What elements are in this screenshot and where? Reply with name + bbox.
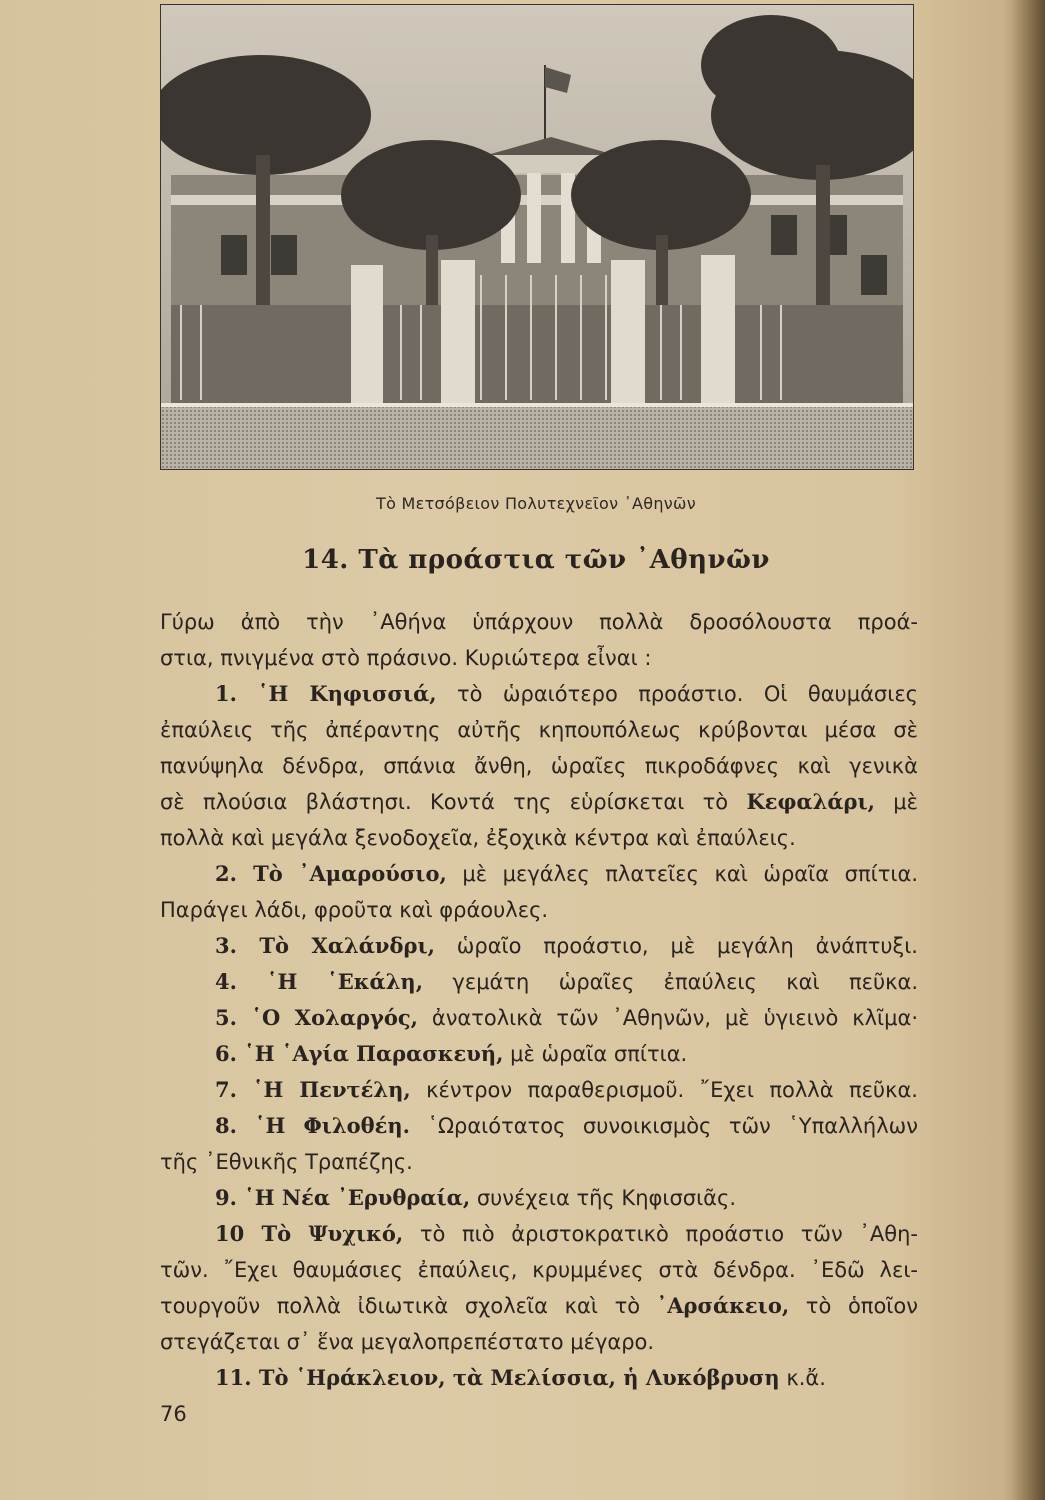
place-name: 2. Τὸ ᾿Αμαρούσιο, bbox=[215, 861, 447, 886]
text-line: ἐπαύλεις τῆς ἀπέραντης αὐτῆς κηπουπόλεως κρύβονται μέσα σὲ bbox=[160, 718, 918, 742]
item-text: κ.ἄ. bbox=[779, 1366, 826, 1390]
item-text: γεμάτη ὡραῖες ἐπαύλεις καὶ πεῦκα. bbox=[423, 970, 918, 994]
item-text: ῾Ωραιότατος συνοικισμὸς τῶν ῾Υπαλλήλων bbox=[410, 1114, 918, 1138]
place-name: 5. ῾Ο Χολαργός, bbox=[215, 1005, 418, 1030]
text-line: Παράγει λάδι, φροῦτα καὶ φράουλες. bbox=[160, 898, 549, 922]
text-line: τῶν. ῎Εχει θαυμάσιες ἐπαύλεις, κρυμμένες στὰ δένδρα. ᾿Εδῶ λει- bbox=[160, 1258, 918, 1282]
item-text: μὲ bbox=[874, 790, 919, 814]
item-text: μὲ ὡραῖα σπίτια. bbox=[503, 1042, 688, 1066]
page-number: 76 bbox=[160, 1402, 187, 1426]
list-item-marousi bbox=[215, 856, 918, 892]
book-spine bbox=[1011, 0, 1045, 1500]
place-name: 7. ῾Η Πεντέλη, bbox=[215, 1077, 411, 1102]
list-item-kifisia bbox=[215, 676, 918, 712]
place-name: 4. ῾Η ῾Εκάλη, bbox=[215, 969, 424, 994]
section-heading: 14. Τὰ προάστια τῶν ᾿Αθηνῶν bbox=[302, 545, 770, 575]
item-text: τὸ πιὸ ἀριστοκρατικὸ προάστιο τῶν ᾿Αθη- bbox=[403, 1222, 919, 1246]
item-text: ἀνατολικὰ τῶν ᾿Αθηνῶν, μὲ ὑγιεινὸ κλῖμα· bbox=[417, 1006, 918, 1030]
place-name: 6. ῾Η ῾Αγία Παρασκευή, bbox=[215, 1041, 504, 1066]
text-line: Γύρω ἀπὸ τὴν ᾿Αθήνα ὑπάρχουν πολλὰ δροσόλουστα προά- bbox=[160, 610, 918, 634]
item-text: συνέχεια τῆς Κηφισσιᾶς. bbox=[470, 1186, 737, 1210]
place-name: 1. ῾Η Κηφισσιά, bbox=[215, 681, 437, 706]
item-text: κέντρον παραθερισμοῦ. ῎Εχει πολλὰ πεῦκα. bbox=[410, 1078, 918, 1102]
place-name: 8. ῾Η Φιλοθέη. bbox=[215, 1113, 410, 1138]
item-text: μὲ μεγάλες πλατεῖες καὶ ὡραῖα σπίτια. bbox=[446, 862, 918, 886]
place-name: Κεφαλάρι, bbox=[746, 789, 875, 814]
place-name: 3. Τὸ Χαλάνδρι, bbox=[215, 933, 435, 958]
list-item-ekali bbox=[215, 964, 918, 1000]
item-text: τὸ ὁποῖον bbox=[789, 1294, 918, 1318]
text-line: στεγάζεται σ᾿ ἕνα μεγαλοπρεπέστατο μέγαρο. bbox=[160, 1330, 655, 1354]
place-name: 11. Τὸ ῾Ηράκλειον, τὰ Μελίσσια, ἡ Λυκόβρυση bbox=[215, 1365, 780, 1390]
place-name: 10 Τὸ Ψυχικό, bbox=[215, 1221, 404, 1246]
polytechnic-photo bbox=[160, 4, 914, 470]
item-text: τὸ ὡραιότερο προάστιο. Οἱ θαυμάσιες bbox=[436, 682, 919, 706]
place-name: 9. ῾Η Νέα ᾿Ερυθραία, bbox=[215, 1185, 471, 1210]
text-line: πανύψηλα δένδρα, σπάνια ἄνθη, ὡραῖες πικροδάφνες καὶ γενικὰ bbox=[160, 754, 918, 778]
text-line: στια, πνιγμένα στὸ πράσινο. Κυριώτερα εἶναι : bbox=[160, 646, 652, 670]
item-text: σὲ πλούσια βλάστησι. Κοντά της εὑρίσκεται τὸ bbox=[160, 790, 747, 814]
list-item-nea-erythraia bbox=[215, 1180, 918, 1216]
list-item-chalandri bbox=[215, 928, 918, 964]
list-item-agia-paraskevi bbox=[215, 1036, 918, 1072]
list-item-irakleio bbox=[215, 1360, 918, 1396]
list-item-cholargos bbox=[215, 1000, 918, 1036]
item-text: τουργοῦν πολλὰ ἰδιωτικὰ σχολεῖα καὶ τὸ bbox=[160, 1294, 657, 1318]
list-item-psychiko bbox=[215, 1216, 918, 1252]
text-line bbox=[160, 1288, 918, 1324]
text-line: πολλὰ καὶ μεγάλα ξενοδοχεῖα, ἐξοχικὰ κέντρα καὶ ἐπαύλεις. bbox=[160, 826, 796, 850]
list-item-penteli bbox=[215, 1072, 918, 1108]
photo-caption: Τὸ Μετσόβειον Πολυτεχνεῖον ᾿Αθηνῶν bbox=[376, 494, 696, 513]
text-line bbox=[160, 784, 918, 820]
list-item-filothei bbox=[215, 1108, 918, 1144]
item-text: ὡραῖο προάστιο, μὲ μεγάλη ἀνάπτυξι. bbox=[434, 934, 918, 958]
place-name: ᾿Αρσάκειο, bbox=[656, 1293, 790, 1318]
text-line: τῆς ᾿Εθνικῆς Τραπέζης. bbox=[160, 1150, 413, 1174]
